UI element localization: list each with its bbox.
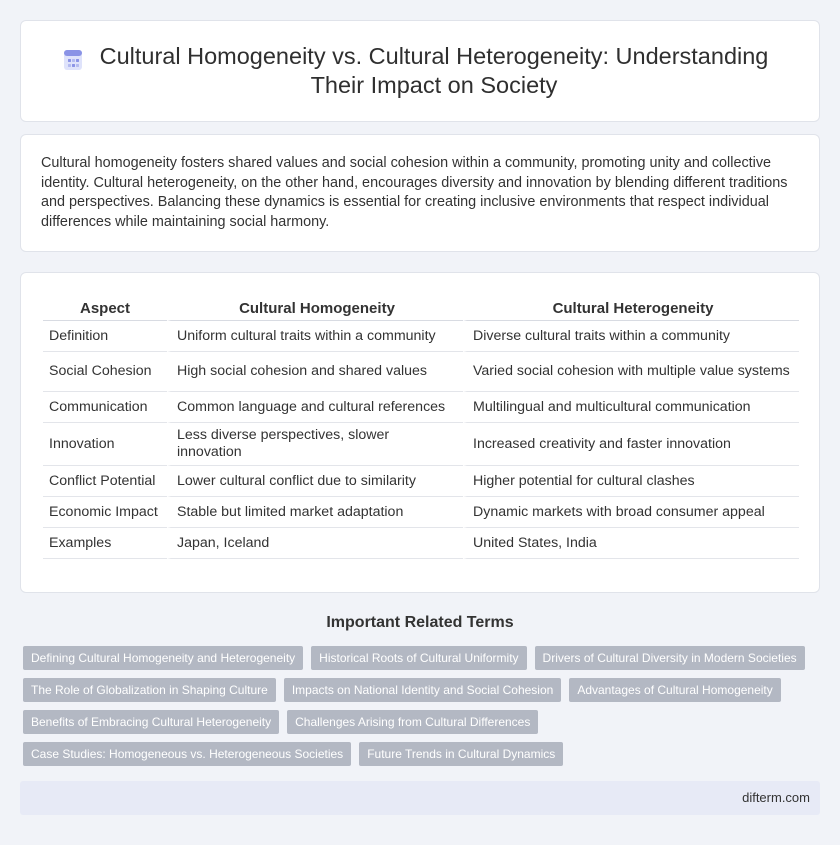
related-term-tag[interactable]: Drivers of Cultural Diversity in Modern Societies <box>535 646 805 670</box>
comparison-table <box>43 295 799 559</box>
table-cell-heterogeneity: Dynamic markets with broad consumer appeal <box>463 497 799 528</box>
related-term-tag[interactable]: Challenges Arising from Cultural Differences <box>287 710 538 734</box>
footer-bar <box>20 781 820 815</box>
related-term-tag[interactable]: Benefits of Embracing Cultural Heterogeneity <box>23 710 279 734</box>
related-term-tag[interactable]: Historical Roots of Cultural Uniformity <box>311 646 526 670</box>
title-wrap <box>21 21 819 121</box>
related-term-tag[interactable]: Case Studies: Homogeneous vs. Heterogeneous Societies <box>23 742 351 766</box>
site-link[interactable]: difterm.com <box>742 790 810 805</box>
table-cell-homogeneity: Uniform cultural traits within a community <box>167 321 463 352</box>
table-cell-homogeneity: Lower cultural conflict due to similarity <box>167 466 463 497</box>
table-cell-aspect: Communication <box>43 392 167 423</box>
comparison-table-card <box>20 272 820 593</box>
column-header-heterogeneity: Cultural Heterogeneity <box>463 295 799 321</box>
table-cell-heterogeneity: Multilingual and multicultural communication <box>463 392 799 423</box>
intro-card <box>20 134 820 252</box>
table-cell-aspect: Conflict Potential <box>43 466 167 497</box>
column-header-homogeneity: Cultural Homogeneity <box>167 295 463 321</box>
table-cell-homogeneity: Stable but limited market adaptation <box>167 497 463 528</box>
page-title: Cultural Homogeneity vs. Cultural Heterogeneity: Understanding Their Impact on Society <box>99 43 769 98</box>
related-term-tag[interactable]: Defining Cultural Homogeneity and Heterogeneity <box>23 646 303 670</box>
table-cell-homogeneity: Japan, Iceland <box>167 528 463 559</box>
table-cell-homogeneity: Common language and cultural references <box>167 392 463 423</box>
table-cell-homogeneity: Less diverse perspectives, slower innovation <box>167 423 463 466</box>
table-row <box>43 321 799 352</box>
table-row <box>43 528 799 559</box>
related-term-tag[interactable]: The Role of Globalization in Shaping Culture <box>23 678 276 702</box>
table-cell-aspect: Examples <box>43 528 167 559</box>
header-card <box>20 20 820 122</box>
table-row <box>43 352 799 392</box>
table-row <box>43 466 799 497</box>
table-cell-aspect: Social Cohesion <box>43 352 167 392</box>
table-header-row <box>43 295 799 321</box>
related-term-tag[interactable]: Advantages of Cultural Homogeneity <box>569 678 780 702</box>
table-row <box>43 497 799 528</box>
table-cell-heterogeneity: Higher potential for cultural clashes <box>463 466 799 497</box>
related-term-tag[interactable]: Impacts on National Identity and Social Cohesion <box>284 678 562 702</box>
column-header-aspect: Aspect <box>43 295 167 321</box>
table-row <box>43 423 799 466</box>
related-terms-heading: Important Related Terms <box>326 614 514 631</box>
table-row <box>43 392 799 423</box>
table-cell-homogeneity: High social cohesion and shared values <box>167 352 463 392</box>
table-cell-aspect: Definition <box>43 321 167 352</box>
table-cell-aspect: Innovation <box>43 423 167 466</box>
related-term-tag[interactable]: Future Trends in Cultural Dynamics <box>359 742 563 766</box>
table-cell-heterogeneity: Diverse cultural traits within a community <box>463 321 799 352</box>
table-cell-aspect: Economic Impact <box>43 497 167 528</box>
table-cell-heterogeneity: United States, India <box>463 528 799 559</box>
table-cell-heterogeneity: Varied social cohesion with multiple value systems <box>463 352 799 392</box>
intro-paragraph: Cultural homogeneity fosters shared values and social cohesion within a community, promoting unity and collective identity. Cultural heterogeneity, on the other hand, encourages diversity and innovation by blending different traditions and perspectives. Balancing these dynamics is essential for creating inclusive environments that respect individual differences while maintaining social harmony. <box>41 155 788 230</box>
related-terms-list <box>23 646 823 766</box>
table-cell-heterogeneity: Increased creativity and faster innovation <box>463 423 799 466</box>
